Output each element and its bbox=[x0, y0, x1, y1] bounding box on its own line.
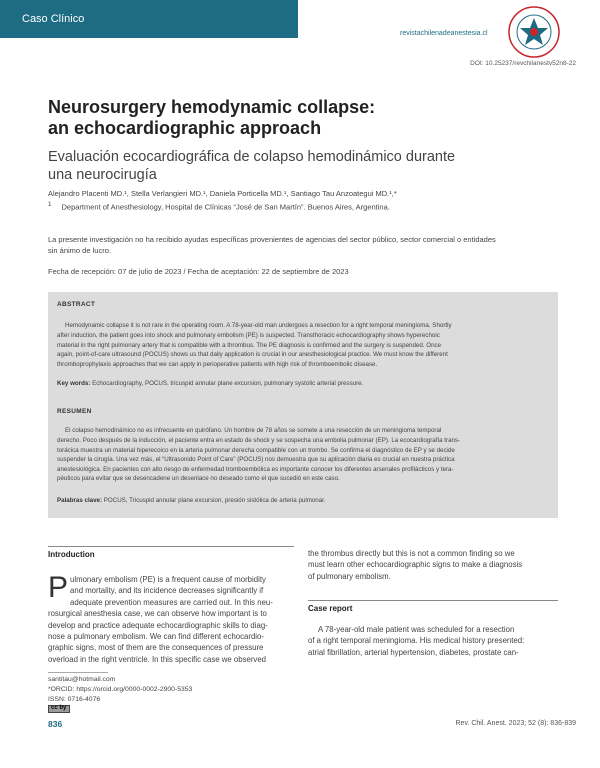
introduction-heading: Introduction bbox=[48, 550, 95, 559]
resumen-line: suspender la cirugía. Una vez más, el “Ultrasonido Point of Care” (POCUS) nos demuestra que su aplicación diaria es crucial en nuestra práctica bbox=[57, 456, 455, 464]
case-line: of a right temporal meningioma. His medical history presented: bbox=[308, 636, 525, 646]
intro-line: and mortality, and its incidence decreases significantly if bbox=[70, 586, 264, 596]
resumen-line: torácica muestra un material hiperecoico en la arteria pulmonar derecha compatible con un trombo. Se confirma el diagnóstico de EP y se decide bbox=[57, 446, 455, 454]
abstract-body bbox=[57, 321, 549, 331]
case-report-text-cont bbox=[308, 635, 554, 658]
funding-line: La presente investigación no ha recibido ayudas específicas provenientes de agencias del sector público, sector comercial o entidades bbox=[48, 235, 496, 244]
intro-continuation bbox=[308, 548, 554, 582]
journal-website-link[interactable]: revistachilenadeanestesia.cl bbox=[400, 30, 488, 37]
keywords-text: Echocardiography, POCUS, tricuspid annular plane excursion, pulmonary systolic arterial pressure. bbox=[92, 380, 364, 387]
abstract-heading: ABSTRACT bbox=[57, 301, 96, 308]
resumen-line: El colapso hemodinámico no es infrecuente en quirófano. Un hombre de 78 años se somete a una resección de un meningioma temporal bbox=[65, 427, 442, 434]
title-line: an echocardiographic approach bbox=[48, 118, 322, 138]
drop-cap: P bbox=[48, 571, 69, 604]
resumen-line: derecho. Poco después de la inducción, el paciente entra en estado de shock y se sospecha una embolia pulmonar (EP). La ecocardiografía trans- bbox=[57, 437, 461, 444]
abstract-line: thromboprophylaxis approaches that we can apply in perioperative patients with high risk of thromboembolic disease. bbox=[57, 360, 378, 368]
intro-cont-line: must learn other echocardiographic signs to make a diagnosis bbox=[308, 560, 523, 570]
palabras-clave bbox=[57, 497, 549, 504]
intro-cont-line: of pulmonary embolism. bbox=[308, 571, 391, 581]
intro-line: nose a pulmonary embolism. We can find different echocardio- bbox=[48, 632, 264, 642]
affiliation-text: Department of Anesthesiology, Hospital de Clínicas “José de San Martín”. Buenos Aires, Argentina. bbox=[61, 202, 390, 212]
column-divider bbox=[308, 600, 558, 601]
intro-line: ulmonary embolism (PE) is a frequent cause of morbidity bbox=[70, 575, 266, 584]
case-report-heading: Case report bbox=[308, 604, 353, 613]
article-subtitle bbox=[48, 148, 568, 184]
abstract-line: again, point-of-care ultrasound (POCUS) shows us that daily application is crucial in our anesthesiological practice. We must know the different bbox=[57, 351, 448, 359]
case-report-text bbox=[308, 624, 554, 635]
footnote-rule bbox=[48, 672, 108, 673]
orcid-link[interactable]: *ORCID: https://orcid.org/0000-0002-2900-5353 bbox=[48, 686, 193, 693]
intro-line: adequate prevention measures are carried out. In this neu- bbox=[70, 597, 273, 607]
palabras-clave-label: Palabras clave: bbox=[57, 497, 103, 504]
affiliation-marker: 1 bbox=[48, 201, 52, 208]
creative-commons-badge-icon bbox=[48, 705, 70, 713]
license-badge-text: cc by bbox=[51, 705, 67, 711]
abstract-line: material in the right pulmonary artery that is compatible with a thrombus. The PE diagnosis is confirmed and the surgery is suspended. Once bbox=[57, 341, 442, 349]
submission-dates: Fecha de recepción: 07 de julio de 2023 / Fecha de aceptación: 22 de septiembre de 2023 bbox=[48, 267, 349, 276]
corresponding-email[interactable]: santitau@hotmail.com bbox=[48, 676, 116, 683]
resumen-heading: RESUMEN bbox=[57, 408, 92, 415]
issn: ISSN: 0716-4076 bbox=[48, 696, 101, 703]
intro-line: overload in the right ventricle. In this specific case we observed bbox=[48, 654, 266, 664]
title-line: Neurosurgery hemodynamic collapse: bbox=[48, 97, 376, 117]
resumen-line: péuticos para evitar que se desencadene un desenlace no deseado como el que sucedió en este caso. bbox=[57, 475, 340, 483]
intro-line: develop and practice adequate echocardiographic skills to diag- bbox=[48, 620, 268, 630]
column-divider bbox=[48, 546, 294, 547]
keywords bbox=[57, 380, 549, 387]
subtitle-line: una neurocirugía bbox=[48, 167, 157, 183]
section-label: Caso Clínico bbox=[22, 13, 85, 25]
intro-line: rosurgical anesthesia case, we can observe how important is to bbox=[48, 609, 267, 619]
intro-cont-line: the thrombus directly but this is not a common finding so we bbox=[308, 549, 515, 558]
page-number: 836 bbox=[48, 719, 63, 729]
intro-line: graphic signs, most of them are the consequences of pressure bbox=[48, 643, 264, 653]
case-line: atrial fibrillation, arterial hypertension, diabetes, prostate can- bbox=[308, 647, 519, 657]
palabras-clave-text: POCUS, Tricuspid annular plane excursion, presión sistólica de arteria pulmonar. bbox=[103, 497, 326, 504]
introduction-text bbox=[48, 571, 294, 665]
resumen-body bbox=[57, 426, 549, 436]
subtitle-line: Evaluación ecocardiográfica de colapso hemodinámico durante bbox=[48, 149, 456, 165]
journal-reference: Rev. Chil. Anest. 2023; 52 (8): 836-839 bbox=[455, 720, 576, 727]
funding-statement bbox=[48, 234, 558, 256]
abstract-body-cont bbox=[57, 331, 549, 369]
section-tab bbox=[0, 0, 298, 38]
resumen-body-cont bbox=[57, 436, 549, 484]
doi-link[interactable]: DOI: 10.25237/revchilanestv52n8-22 bbox=[470, 60, 576, 67]
resumen-line: anestesiológica. En pacientes con alto riesgo de enfermedad tromboembólica es importante conocer los diferentes arsenales profilácticos y tera- bbox=[57, 465, 454, 473]
society-seal-logo bbox=[508, 6, 560, 58]
author-list: Alejandro Placenti MD.¹, Stella Verlangieri MD.¹, Daniela Porticella MD.¹, Santiago Tau Anzoategui MD.¹,* bbox=[48, 189, 397, 198]
abstract-line: Hemodynamic collapse it is not rare in the operating room. A 78-year-old man undergoes a resection for a right temporal meningioma. Shortly bbox=[65, 322, 452, 329]
keywords-label: Key words: bbox=[57, 380, 91, 387]
article-title bbox=[48, 97, 548, 139]
funding-line: sin ánimo de lucro. bbox=[48, 246, 111, 255]
abstract-line: after induction, the patient goes into shock and pulmonary embolism (PE) is suspected. Transthoracic echocardiography shows hyperechoic bbox=[57, 332, 440, 339]
affiliation bbox=[48, 201, 390, 212]
case-line: A 78-year-old male patient was scheduled for a resection bbox=[318, 625, 515, 634]
